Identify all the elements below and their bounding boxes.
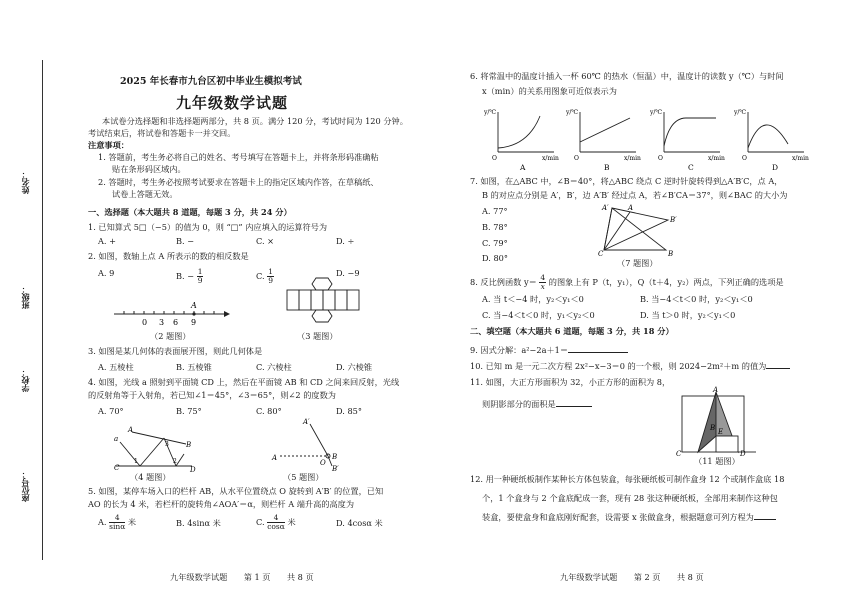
fig2-caption: （2 题图） xyxy=(150,331,191,341)
fig4-caption: （4 题图） xyxy=(130,472,171,482)
g6c-ylabel: y/℃ xyxy=(650,109,663,116)
q8-option-c: C. 当−4＜t＜0 时，y₁＜y₂＜0 xyxy=(482,310,595,320)
fig7-label-b-prime: B′ xyxy=(670,216,677,224)
fig11-label-d: D xyxy=(740,450,746,458)
fig7-label-a-prime: A′ xyxy=(602,204,609,212)
question-2: 2. 如图，数轴上点 A 所表示的数的相反数是 xyxy=(88,251,249,261)
fig7-label-c: C xyxy=(598,250,604,258)
q2c-frac-num: 1 xyxy=(268,267,273,276)
q1-option-b: B. − xyxy=(176,236,195,246)
fig5-caption: （5 题图） xyxy=(283,472,324,482)
q1-option-c: C. × xyxy=(256,236,275,246)
seat-label: 座位号： xyxy=(20,470,30,502)
q5a-frac-num: 4 xyxy=(109,514,125,523)
g6-label-b: B xyxy=(604,163,610,172)
note-1-cont: 贴在条形码区域内。 xyxy=(112,164,186,174)
figure-6-graphs xyxy=(484,108,814,172)
q3-option-d: D. 六棱锥 xyxy=(336,362,373,372)
fig5-label-b: B xyxy=(332,453,338,461)
q7-option-a: A. 77° xyxy=(482,206,508,216)
q5-option-a: A. $\frac{4}{\sin\alpha}$ 米 xyxy=(98,513,137,532)
page-title: 九年级数学试题 xyxy=(176,94,289,112)
exam-header: 2025 年长春市九台区初中毕业生模拟考试 xyxy=(120,76,302,87)
question-9: 9. 因式分解：a²−2a＋1＝ xyxy=(470,345,628,356)
section-1-heading: 一、选择题（本大题共 8 道题，每题 3 分，共 24 分） xyxy=(88,207,292,217)
q2-option-a: A. 9 xyxy=(98,268,115,278)
binding-line xyxy=(42,60,43,560)
q9-answer-blank xyxy=(568,352,628,353)
g6a-origin: O xyxy=(492,155,497,162)
g6-label-d: D xyxy=(772,163,779,172)
fig4-angle-2: 2 xyxy=(173,458,177,465)
q11-answer-blank xyxy=(556,406,592,407)
q7-option-c: C. 79° xyxy=(482,238,508,248)
fig4-label-D: D xyxy=(190,466,196,474)
q5c-frac-num: 4 xyxy=(267,514,285,523)
fig5-label-a: A xyxy=(272,454,278,462)
q2b-frac-den: 9 xyxy=(197,276,203,286)
q4-option-b: B. 75° xyxy=(176,406,202,416)
fig5-label-b-prime: B′ xyxy=(332,465,339,473)
note-2-cont: 试卷上答题无效。 xyxy=(112,189,178,199)
figure-7-triangles xyxy=(598,202,688,258)
g6d-xlabel: x/min xyxy=(792,155,809,162)
name-label: 姓名： xyxy=(20,170,30,194)
q5-option-b: B. 4sinα 米 xyxy=(176,518,221,528)
fig4-label-a: a xyxy=(114,435,119,443)
fig11-label-a: A xyxy=(713,386,719,394)
figure-3-net xyxy=(283,276,363,332)
q3-option-a: A. 五棱柱 xyxy=(98,362,134,372)
q2-option-c: C. $\frac{1}{9}$ xyxy=(256,267,273,286)
question-6-line-1: 6. 将常温中的温度计插入一杯 60℃ 的热水（恒温）中，温度计的读数 y（℃）与时间 xyxy=(470,71,784,81)
fig2-tick-3: 3 xyxy=(159,318,165,327)
fig4-label-C: C xyxy=(114,464,120,472)
notes-heading: 注意事项： xyxy=(88,140,129,150)
question-12-line-1: 12. 用一种硬纸板制作某种长方体包装盒，每张硬纸板可制作盒身 12 个或制作盒底 18 xyxy=(470,474,785,484)
question-1: 1. 已知算式 5□（−5）的值为 0，则 “□” 内应填入的运算符号为 xyxy=(88,222,328,232)
q2-option-d: D. −9 xyxy=(336,268,360,278)
q8-frac-den: x xyxy=(540,282,545,292)
q8-option-a: A. 当 t＜−4 时，y₂＜y₁＜0 xyxy=(482,294,584,304)
fig3-caption: （3 题图） xyxy=(297,331,338,341)
fig7-caption: （7 题图） xyxy=(617,258,658,268)
q5a-frac-den: sinα xyxy=(109,522,126,532)
g6c-xlabel: x/min xyxy=(708,155,725,162)
q2c-frac-den: 9 xyxy=(268,276,273,286)
q10-answer-blank xyxy=(766,368,790,369)
note-2: 2. 答题时，考生务必按照考试要求在答题卡上的指定区域内作答，在草稿纸、 xyxy=(98,177,379,187)
fig11-label-b: B xyxy=(710,424,716,432)
fig4-label-A: A xyxy=(128,426,134,434)
q7-option-b: B. 78° xyxy=(482,222,508,232)
section-2-heading: 二、填空题（本大题共 6 道题，每题 3 分，共 18 分） xyxy=(470,326,674,336)
g6a-xlabel: x/min xyxy=(542,155,559,162)
fig5-label-a-prime: A′ xyxy=(303,418,310,426)
fig4-angle-1: 1 xyxy=(134,458,138,465)
q5c-frac-den: cosα xyxy=(267,522,285,532)
g6d-origin: O xyxy=(742,155,747,162)
question-5-line-1: 5. 如图，某停车场入口的栏杆 AB，从水平位置绕点 O 旋转到 A′B′ 的位置，已知 xyxy=(88,486,384,496)
q5-option-d: D. 4cosα 米 xyxy=(336,518,383,528)
q4-option-a: A. 70° xyxy=(98,406,124,416)
question-12-line-2: 个，1 个盒身与 2 个盒底配成一套，现有 28 张这种硬纸板，全部用来制作这种包 xyxy=(482,493,778,503)
question-8: 8. 反比例函数 y＝ $\frac{4}{x}$ 的图象上有 P（t，y₁），Q（t＋4，y₂）两点，下列正确的选项是 xyxy=(470,273,784,292)
fig4-label-B: B xyxy=(186,441,192,449)
q4-option-d: D. 85° xyxy=(336,406,362,416)
note-1: 1. 答题前，考生务必将自己的姓名、考号填写在答题卡上，并将条形码准确粘 xyxy=(98,152,379,162)
g6c-origin: O xyxy=(658,155,663,162)
q7-option-d: D. 80° xyxy=(482,253,508,263)
question-11-line-2: 则阴影部分的面积是 xyxy=(482,399,592,410)
q1-option-d: D. ÷ xyxy=(336,236,355,246)
fig11-label-c: C xyxy=(676,450,682,458)
figure-11-squares xyxy=(676,386,760,456)
q4-option-c: C. 80° xyxy=(256,406,282,416)
g6b-origin: O xyxy=(574,155,579,162)
q12-answer-blank xyxy=(754,519,776,520)
question-3: 3. 如图是某几何体的表面展开图，则此几何体是 xyxy=(88,346,263,356)
q5-option-c: C. $\frac{4}{\cos\alpha}$ 米 xyxy=(256,513,296,532)
fig11-label-e: E xyxy=(718,428,724,436)
q1-option-a: A. + xyxy=(98,236,116,246)
g6-label-a: A xyxy=(520,163,526,172)
figure-4-mirrors xyxy=(112,424,202,472)
page-footer-1: 九年级数学试题 第 1 页 共 8 页 xyxy=(170,572,314,582)
question-7-line-2: B 的对应点分别是 A′，B′，边 A′B′ 经过点 A，若∠B′CA＝37°，则∠BAC 的大小为 xyxy=(482,190,788,200)
question-11: 11. 如图，大正方形面积为 32，小正方形的面积为 8， xyxy=(470,377,671,387)
intro-line-1: 本试卷分选择题和非选择题两部分，共 8 页。满分 120 分，考试时间为 120 分钟。 xyxy=(102,116,408,126)
q2b-frac-num: 1 xyxy=(197,267,203,276)
g6a-ylabel: y/℃ xyxy=(484,109,497,116)
g6b-xlabel: x/min xyxy=(624,155,641,162)
question-6-line-2: x（min）的关系用图象可近似表示为 xyxy=(482,86,617,96)
q3-option-c: C. 六棱柱 xyxy=(256,362,292,372)
fig4-angle-3: 3 xyxy=(165,441,169,448)
q8-option-b: B. 当−4＜t＜0 时，y₂＜y₁＜0 xyxy=(640,294,753,304)
fig7-label-b: B xyxy=(668,250,674,258)
fig2-tick-6: 6 xyxy=(173,318,179,327)
q8-option-d: D. 当 t＞0 时，y₂＜y₁＜0 xyxy=(640,310,736,320)
q3-option-b: B. 五棱锥 xyxy=(176,362,212,372)
question-7-line-1: 7. 如图，在△ABC 中，∠B＝40°，将△ABC 绕点 C 逆时针旋转得到△A′B′C，点 A， xyxy=(470,176,783,186)
g6d-ylabel: y/℃ xyxy=(734,109,747,116)
figure-5-barrier xyxy=(270,416,350,472)
fig11-caption: （11 题图） xyxy=(694,456,740,466)
fig7-label-a: A xyxy=(628,204,634,212)
fig2-label-a: A xyxy=(191,301,197,310)
fig5-label-o: O xyxy=(320,459,326,467)
question-5-line-2: AO 的长为 4 米，若栏杆的旋转角∠AOA′＝α，则栏杆 A 端升高的高度为 xyxy=(88,499,355,509)
question-12-line-3: 装盒，要使盒身和盒底刚好配套，设需要 x 张做盒身，根据题意可列方程为 xyxy=(482,512,776,523)
page-2 xyxy=(430,0,860,608)
fig2-tick-9: 9 xyxy=(191,318,197,327)
fig2-tick-0: 0 xyxy=(142,318,148,327)
q8-frac-num: 4 xyxy=(540,273,546,282)
question-10: 10. 已知 m 是一元二次方程 2x²−x−3＝0 的一个根，则 2024−2m²＋m 的值为 xyxy=(470,361,790,372)
page-footer-2: 九年级数学试题 第 2 页 共 8 页 xyxy=(560,572,704,582)
q2-option-b: B. − $\frac{1}{9}$ xyxy=(176,267,203,286)
g6-label-c: C xyxy=(688,163,694,172)
school-label: 学校： xyxy=(20,368,30,392)
class-label: 班级： xyxy=(20,285,30,309)
question-4-line-1: 4. 如图，光线 a 照射到平面镜 CD 上，然后在平面镜 AB 和 CD 之间来回反射，光线 xyxy=(88,377,400,387)
intro-line-2: 考试结束后，将试卷和答题卡一并交回。 xyxy=(88,128,236,138)
question-4-line-2: 的反射角等于入射角，若已知∠1＝45°，∠3＝65°，则∠2 的度数为 xyxy=(88,390,336,400)
g6b-ylabel: y/℃ xyxy=(566,109,579,116)
